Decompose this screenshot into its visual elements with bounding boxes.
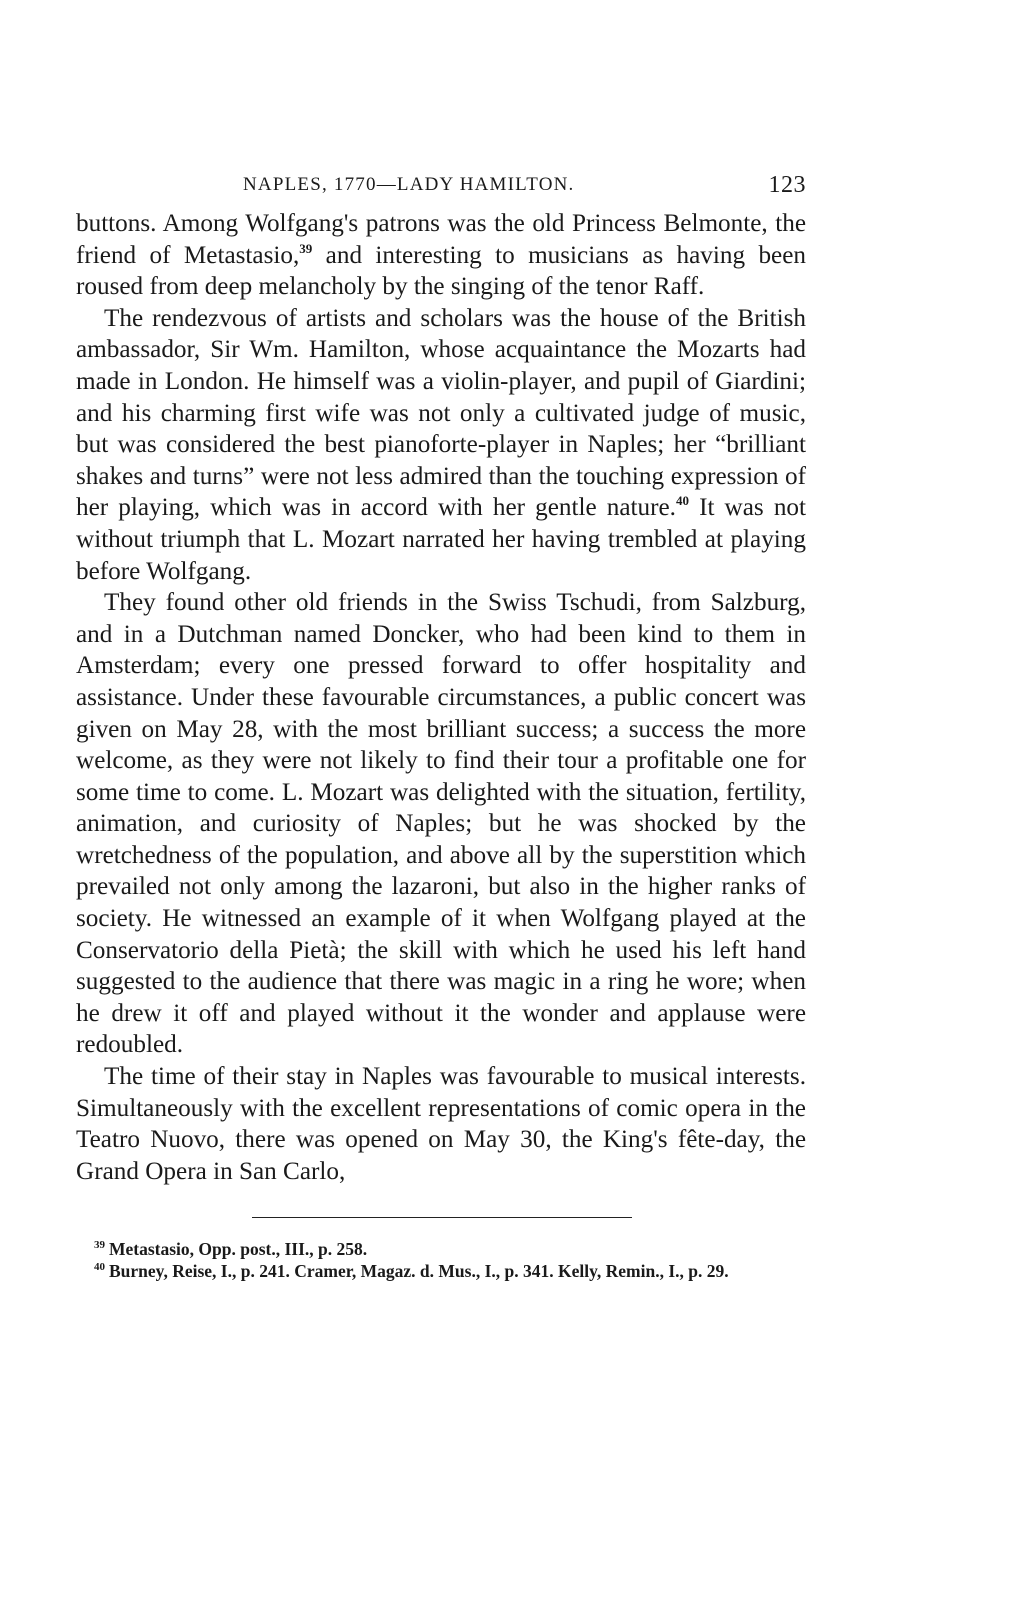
paragraph-text: and interesting to musicians as having been roused from deep melancholy by the singing of the tenor Raff. bbox=[76, 241, 806, 301]
paragraph-text: buttons. Among Wolfgang's patrons was the old Princess Belmonte, the friend of Metastasio, bbox=[76, 210, 806, 269]
footnote-text: Burney, Reise, I., p. 241. Cramer, Magaz. d. Mus., I., p. 341. Kelly, Remin., I., p. 29. bbox=[109, 1261, 729, 1282]
paragraph-2 bbox=[76, 303, 806, 587]
footnote-mark: 40 bbox=[94, 1261, 105, 1274]
paragraph-3 bbox=[76, 587, 806, 1061]
book-page bbox=[76, 174, 806, 1282]
footnotes bbox=[76, 1238, 806, 1282]
paragraph-text: The time of their stay in Naples was favourable to musical interests. Simultaneously with the excellent representations of comic opera in the Teatro Nuovo, there was opened on May 30, the King's fête-day, the Grand Opera in San Carlo, bbox=[76, 1063, 806, 1185]
footnote-mark: 39 bbox=[94, 1239, 105, 1252]
running-title: NAPLES, 1770—LADY HAMILTON. bbox=[243, 174, 575, 195]
footnote-divider bbox=[252, 1217, 632, 1218]
footnote-text: Metastasio, Opp. post., III., p. 258. bbox=[109, 1239, 368, 1260]
paragraph-text: The rendezvous of artists and scholars was the house of the British ambassador, Sir Wm. Hamilton, whose acquaintance the Mozarts had made in London. He himself was a violin-player, and pupil of Giardini; and his charming first wife was not only a cultivated judge of music, but was considered the best pianoforte-player in Naples; her “brilliant shakes and turns” were not less admired than the touching expression of her playing, which was in accord with her gentle nature. bbox=[76, 304, 806, 522]
paragraph-1 bbox=[76, 208, 806, 303]
footnote-39 bbox=[76, 1238, 806, 1260]
body-text bbox=[76, 208, 806, 1187]
paragraph-4 bbox=[76, 1061, 806, 1187]
footnote-ref-40: 40 bbox=[675, 493, 689, 509]
running-head bbox=[76, 174, 806, 208]
paragraph-text: They found other old friends in the Swiss Tschudi, from Salzburg, and in a Dutchman named Doncker, who had been kind to them in Amsterdam; every one pressed forward to offer hospitality and assistance. Under these favourable circumstances, a public concert was given on May 28, with the most brilliant success; a success the more welcome, as they were not likely to find their tour a profitable one for some time to come. L. Mozart was delighted with the situation, fertility, animation, and curiosity of Naples; but he was shocked by the wretchedness of the population, and above all by the superstition which prevailed not only among the lazaroni, but also in the higher ranks of society. He witnessed an example of it when Wolfgang played at the Conservatorio della Pietà; the skill with which he used his left hand suggested to the audience that there was magic in a ring he wore; when he drew it off and played without it the wonder and applause were redoubled. bbox=[76, 589, 806, 1059]
page-number: 123 bbox=[768, 172, 806, 198]
footnote-40 bbox=[76, 1260, 806, 1282]
paragraph-text: It was not without triumph that L. Mozart narrated her having trembled at playing before Wolfgang. bbox=[76, 494, 806, 585]
footnote-ref-39: 39 bbox=[299, 240, 313, 256]
